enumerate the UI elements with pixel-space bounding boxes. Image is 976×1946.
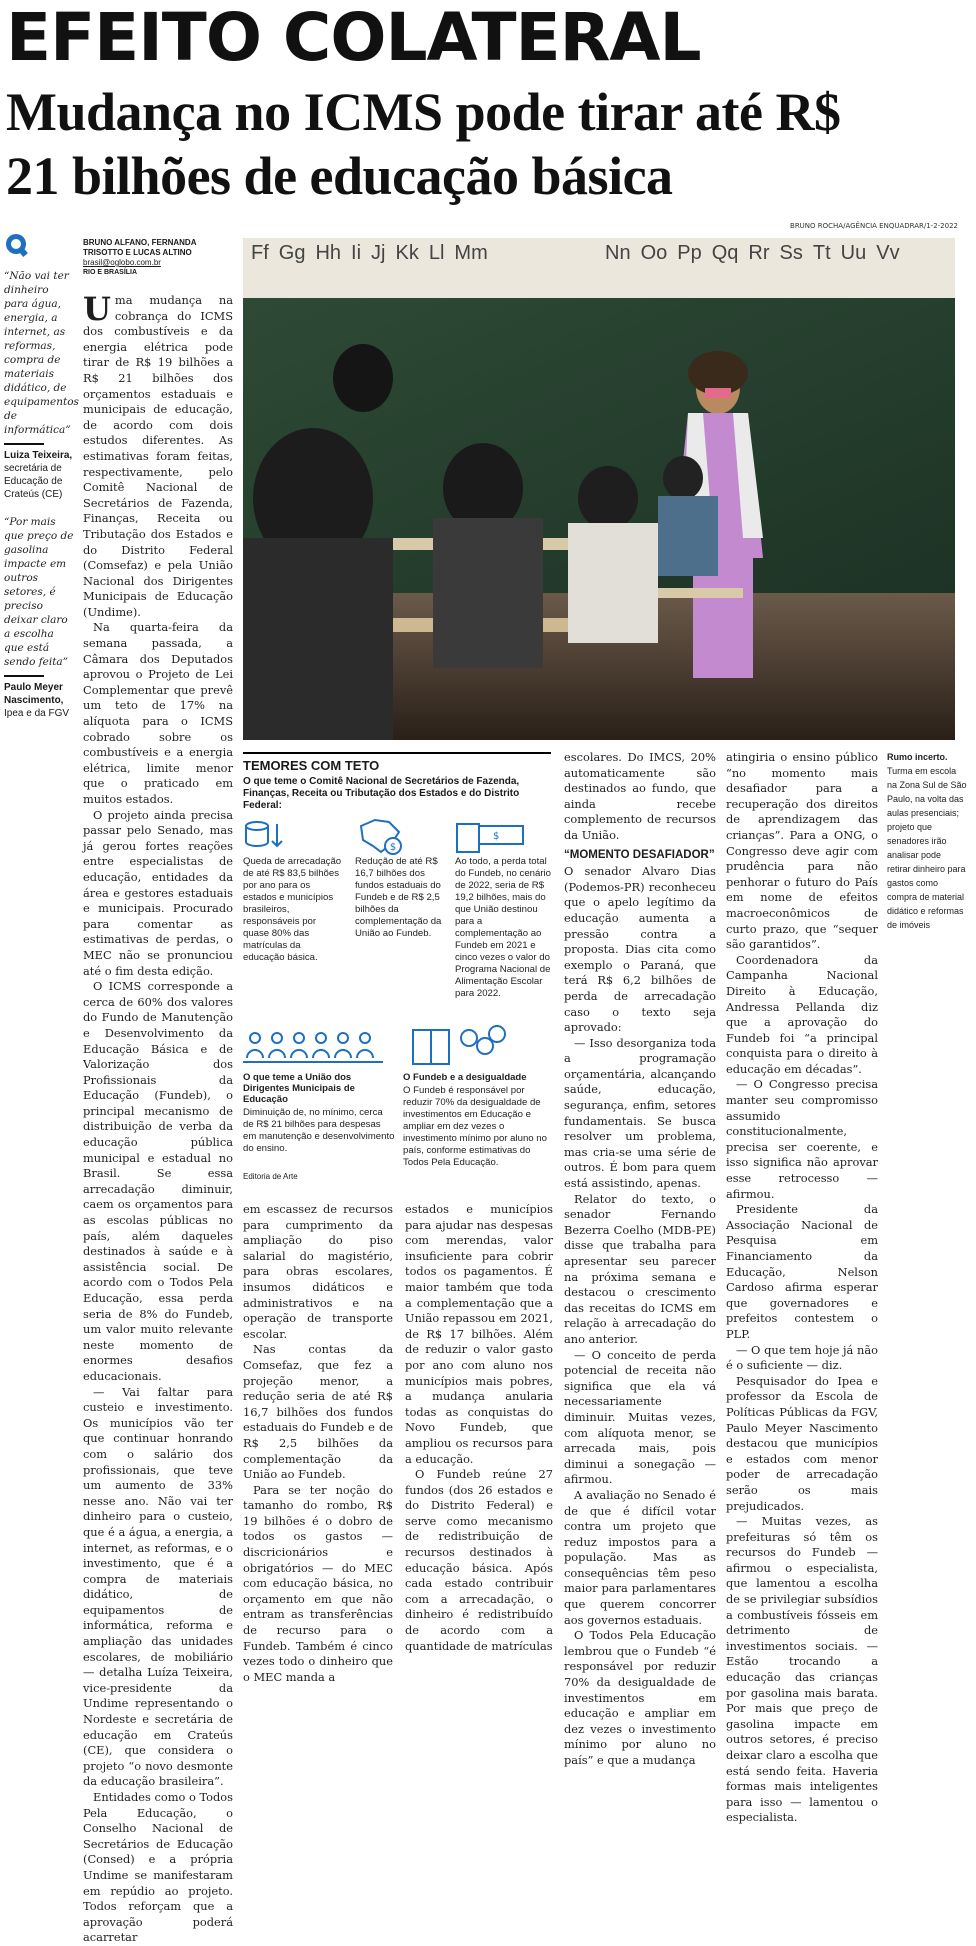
infographic-subtitle: O que teme o Comitê Nacional de Secretários de Fazenda, Finanças, Receita ou Tributação dos Estados e do Distrito Federal: xyxy=(243,776,520,811)
infographic-credit: Editoria de Arte xyxy=(243,1172,298,1181)
alphabet-letter: Mm xyxy=(454,242,488,264)
caption-text: Turma em escola na Zona Sul de São Paulo, na volta das aulas presenciais; projeto que senadores irão analisar pode retirar dinheiro para gastos como compra de material didático e reformas de imóveis xyxy=(887,766,967,930)
paragraph: O Todos Pela Educação lembrou que o Fundeb “é responsável por reduzir 70% da desigualdade de investimentos em educação e ampliar em dez vezes o investimento mínimo por aluno no país” e que a mudança xyxy=(564,1628,716,1767)
alphabet-letter: Ii xyxy=(351,242,362,264)
classroom-photo xyxy=(243,238,955,740)
quote-role-2: Ipea e da FGV xyxy=(4,708,70,719)
alphabet-letter: Gg xyxy=(278,242,306,264)
quotes-column xyxy=(4,232,79,720)
quote-role-1: secretária de Educação de Crateús (CE) xyxy=(4,463,63,500)
alphabet-letter: Rr xyxy=(748,242,770,264)
brazil-map-icon xyxy=(355,816,405,856)
alphabet-letter: Oo xyxy=(640,242,668,264)
quote-text-2: “Por mais que preço de gasolina impacte em outros setores, é preciso deixar claro a escolha que está sendo feita” xyxy=(4,516,74,668)
paragraph: escolares. Do IMCS, 20% automaticamente são destinados ao fundo, que ainda recebe complemento de recursos da União. xyxy=(564,750,716,842)
alphabet-letter: Vv xyxy=(876,242,900,264)
quote-text-1: “Não vai ter dinheiro para água, energia, a internet, as reformas, compra de materiais didático, de equipamentos de informática” xyxy=(4,270,79,436)
paragraph: Pesquisador do Ipea e professor da Escola de Políticas Públicas da FGV, Paulo Meyer Nascimento destacou que municípios e estados com menor poder de arrecadação serão os mais prejudicados. xyxy=(726,1373,878,1513)
paragraph: — O Congresso precisa manter seu compromisso assumido constitucionalmente, precisa ser coerente, e isso significa não aprovar esse retrocesso — afirmou. xyxy=(726,1077,878,1201)
article-column-2 xyxy=(243,1202,393,1684)
undime-title: O que teme a União dos Dirigentes Municipais de Educação xyxy=(243,1072,355,1105)
infographic xyxy=(243,752,551,1192)
paragraph: — Vai faltar para custeio e investimento. Os municípios vão ter que continuar honrando com o salário dos profissionais, que teve um aumento de 33% nesse ano. Não vai ter dinheiro para o custeio, que é a água, a energia, a internet, as reformas, e o investimento, que é a compra de materiais didático, de equipamentos de informática, reforma e ampliação das unidades escolares, de mobiliário — detalha Luíza Teixeira, vice-presidente da Undime representando o Nordeste e secretária de educação em Crateús (CE), que considera o projeto “o novo desmonte da educação brasileira”. xyxy=(83,1384,233,1789)
infographic-title: TEMORES COM TETO xyxy=(243,752,551,773)
paragraph: Para se ter noção do tamanho do rombo, R$ 19 bilhões é o dobro de todos os gastos — discricionários e obrigatórios — do MEC com educação básica, no orçamento em que não entram as transferências de recurso para o Fundeb. Também é cinco vezes todo o dinheiro que o MEC manda a xyxy=(243,1482,393,1684)
classroom-illustration xyxy=(243,238,955,740)
alphabet-letter: Uu xyxy=(840,242,867,264)
quote-mark-icon xyxy=(4,232,30,258)
byline-city: RIO E BRASÍLIA xyxy=(83,269,138,276)
paragraph: O ICMS corresponde a cerca de 60% dos valores do Fundo de Manutenção e Desenvolvimento da Educação Básica e de Valorização dos Profissionais da Educação (Fundeb), o principal mecanismo de distribuição de verba da educação pública municipal e estadual no Brasil. Se essa arrecadação diminuir, caem os orçamentos para as escolas públicas no país, além daqueles destinados à saúde e à assistência social. De acordo com o Todos Pela Educação, essa perda seria de 8% do Fundeb, um valor muito relevante neste momento de enormes desafios educacionais. xyxy=(83,979,233,1383)
caption-title: Rumo incerto. xyxy=(887,752,948,762)
byline-email[interactable]: brasil@oglobo.com.br xyxy=(83,258,161,267)
paragraph: estados e municípios para ajudar nas despesas com merendas, valor insuficiente para cobrir todos os pagamentos. É maior também que toda a complementação que a União repassou em 2021, de R$ 17 bilhões. Além de reduzir o valor gasto por ano com aluno nos municípios mais pobres, a mudança anularia todas as conquistas do Novo Fundeb, que ampliou os recursos para a educação. xyxy=(405,1202,553,1466)
undime-text: Diminuição de, no mínimo, cerca de R$ 21 bilhões para despesas em manutenção e desenvolvimento do ensino. xyxy=(243,1107,395,1154)
photo-caption xyxy=(887,750,967,932)
quote-divider xyxy=(4,675,44,677)
byline-authors: BRUNO ALFANO, FERNANDA TRISOTTO E LUCAS ALTINO xyxy=(83,238,197,257)
alphabet-letter: Ss xyxy=(779,242,803,264)
svg-text:$: $ xyxy=(493,831,500,842)
paragraph: Entidades como o Todos Pela Educação, o Conselho Nacional de Secretários de Educação (Consed) e a própria Undime se manifestaram em repúdio ao projeto. Todos reforçam que a aprovação poderá acarretar xyxy=(83,1790,234,1945)
alphabet-letter: Kk xyxy=(395,242,419,264)
paragraph: Nas contas da Comsefaz, que fez a projeção menor, a redução seria de até R$ 16,7 bilhões dos fundos estaduais do Fundeb e de R$ 2,5 bilhões da complementação da União ao Fundeb. xyxy=(243,1342,393,1482)
paragraph: O senador Alvaro Dias (Podemos-PR) reconheceu que o apelo legítimo da educação aumenta a pressão contra a proposta. Dias cita como exemplo o Paraná, que terá R$ 6,2 bilhões de perda de arrecadação caso o texto seja aprovado: xyxy=(564,864,716,1035)
fundeb-box xyxy=(403,1072,551,1169)
paragraph: atingiria o ensino público “no momento mais desafiador para a recuperação dos direitos de aprendizagem das crianças”. Para a ONG, o Congresso deve agir com prudência para não penhorar o futuro do País em nome de efeitos macroeconômicos de curto prazo, que “sequer são garantidos”. xyxy=(726,750,878,952)
money-document-icon xyxy=(455,820,527,854)
alphabet-strip-right xyxy=(605,242,900,265)
alphabet-letter: Hh xyxy=(315,242,342,264)
paragraph: — O que tem hoje já não é o suficiente — diz. xyxy=(726,1342,878,1373)
alphabet-letter: Jj xyxy=(371,242,386,264)
dropcap: U xyxy=(83,290,111,328)
books-money-icon xyxy=(409,1022,509,1068)
quote-name-2: Paulo Meyer Nascimento, xyxy=(4,682,64,706)
coins-down-icon xyxy=(243,818,287,854)
undime-box xyxy=(243,1072,395,1155)
info-item-2: Redução de até R$ 16,7 bilhões dos fundos estaduais do Fundeb e de R$ 2,5 bilhões da complementação da União ao Fundeb. xyxy=(355,856,442,939)
paragraph: ma mudança na cobrança do ICMS dos combustíveis e da energia elétrica pode tirar de R$ 19 bilhões a R$ 21 bilhões dos orçamentos estaduais e municipais de educação, de acordo com dois estudos diferentes. As estimativas foram feitas, respectivamente, pelo Comitê Nacional de Secretários de Fazenda, Finanças, Receita ou Tributação dos Estados e do Distrito Federal (Comsefaz) e pela União Nacional dos Dirigentes Municipais de Educação (Undime). xyxy=(83,293,233,619)
headline: Mudança no ICMS pode tirar até R$ 21 bilhões de educação básica xyxy=(6,82,841,206)
paragraph: em escassez de recursos para cumprimento da ampliação do piso salarial do magistério, para obras escolares, insumos didáticos e administrativos e na operação de transporte escolar. xyxy=(243,1202,393,1341)
paragraph: — Muitas vezes, as prefeituras só têm os recursos do Fundeb — afirmou o especialista, que lamentou a escolha de se privilegiar subsídios a combustíveis fósseis em detrimento de investimentos sociais. — Estão trocando a educação das crianças por gasolina mais barata. Por mais que preço de gasolina impacte em outros setores, é preciso deixar claro a escolha que está sendo feita. Haveria formas mais inteligentes para isso — lamentou o especialista. xyxy=(726,1514,878,1825)
article-column-1 xyxy=(83,290,234,1945)
alphabet-strip-left xyxy=(251,242,488,265)
alphabet-letter: Nn xyxy=(605,242,631,264)
article-column-3 xyxy=(405,1202,553,1653)
article-column-4 xyxy=(564,750,716,1767)
subhead: “MOMENTO DESAFIADOR” xyxy=(564,848,715,861)
paragraph: Presidente da Associação Nacional de Pesquisa em Financiamento da Educação, Nelson Cardoso afirma esperar que governadores e prefeitos contestem o PLP. xyxy=(726,1202,878,1341)
paragraph: O projeto ainda precisa passar pelo Senado, mas já gerou fortes reações entre especialistas de educação, entidades da área e gestores estaduais e municipais. Procurado para comentar as estimativas de perdas, o MEC não se pronunciou até o fim desta edição. xyxy=(83,807,233,978)
people-group-icon xyxy=(243,1028,393,1068)
paragraph: O Fundeb reúne 27 fundos (dos 26 estados e do Distrito Federal) e serve como mecanismo de redistribuição de recursos destinados à educação básica. Após cada estado contribuir com a arrecadação, o dinheiro é redistribuído de acordo com a quantidade de matrículas xyxy=(405,1467,553,1653)
photo-credit: BRUNO ROCHA/AGÊNCIA ENQUADRAR/1-2-2022 xyxy=(790,222,958,230)
info-item-3: Ao todo, a perda total do Fundeb, no cenário de 2022, seria de R$ 19,2 bilhões, mais do que União destinou para a complementação ao Fundeb em 2021 e cinco vezes o valor do Programa Nacional de Alimentação Escolar para 2022. xyxy=(455,856,552,999)
alphabet-letter: Ll xyxy=(428,242,445,264)
quote-name-1: Luiza Teixeira, xyxy=(4,450,73,461)
kicker: EFEITO COLATERAL xyxy=(6,0,701,76)
paragraph: Coordenadora da Campanha Nacional Direito à Educação, Andressa Pellanda diz que a aprovação do Fundeb foi “a principal conquista para o direito à educação em décadas”. xyxy=(726,952,878,1076)
alphabet-letter: Qq xyxy=(711,242,739,264)
alphabet-letter: Pp xyxy=(677,242,702,264)
fundeb-text: O Fundeb é responsável por reduzir 70% da desigualdade de investimentos em Educação e ampliar em dez vezes o investimento mínimo por aluno no país, conforme estimativas do Todos Pela Educação. xyxy=(403,1085,547,1168)
info-item-1: Queda de arrecadação de até R$ 83,5 bilhões por ano para os estados e municípios brasileiros, responsáveis por quase 80% das matrículas da educação básica. xyxy=(243,856,342,963)
paragraph: Relator do texto, o senador Fernando Bezerra Coelho (MDB-PE) disse que trabalha para apresentar seu parecer na próxima semana e destacou o crescimento das receitas do ICMS em relação à arrecadação do ano anterior. xyxy=(564,1191,716,1346)
alphabet-letter: Tt xyxy=(812,242,831,264)
article-column-5 xyxy=(726,750,878,1825)
paragraph: Na quarta-feira da semana passada, a Câmara dos Deputados aprovou o Projeto de Lei Complementar que prevê um teto de 17% na alíquota para o ICMS cobrado sobre os combustíveis e a energia elétrica, limite menor que o praticado em muitos estados. xyxy=(83,620,233,806)
paragraph: — Isso desorganiza toda a programação orçamentária, alcançando saúde, educação, segurança, enfim, setores fundamentais. Se busca resolver um problema, mas cria-se uma série de outros. É bom para quem está assistindo, apenas. xyxy=(564,1035,716,1191)
paragraph: — O conceito de perda potencial de receita não significa que ela vá necessariamente diminuir. Muitas vezes, com alíquota menor, se arrecada mais, pois diminui a sonegação — afirmou. xyxy=(564,1347,716,1487)
byline xyxy=(83,238,233,278)
alphabet-letter: Ff xyxy=(251,242,269,264)
quote-divider xyxy=(4,443,44,445)
svg-text:$: $ xyxy=(389,842,397,853)
fundeb-title: O Fundeb e a desigualdade xyxy=(403,1072,527,1083)
paragraph: A avaliação no Senado é de que é difícil votar contra um projeto que reduz impostos para a população. Mas as consequências têm peso maior para parlamentares que querem concorrer aos governos estaduais. xyxy=(564,1487,716,1627)
